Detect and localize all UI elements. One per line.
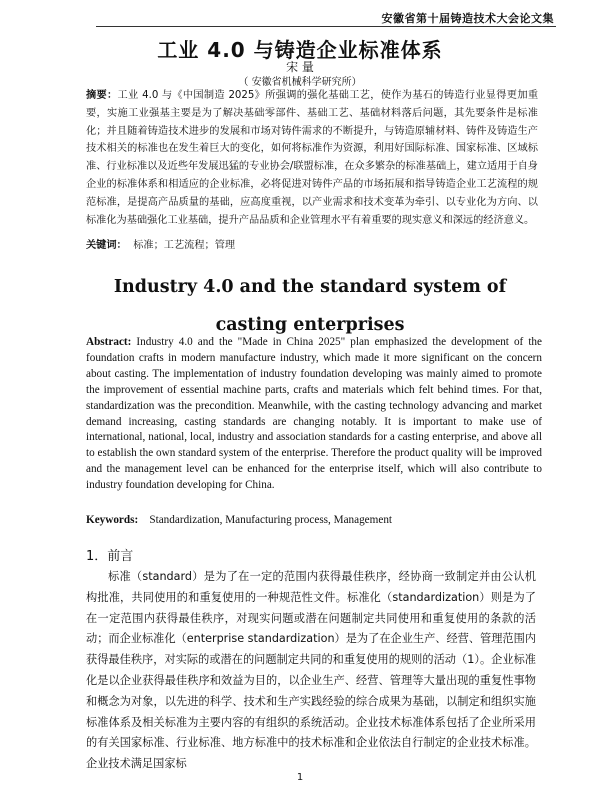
author: 宋 量 xyxy=(286,60,314,74)
affiliation: （ 安徽省机械科学研究所） xyxy=(238,77,362,88)
english-keywords xyxy=(86,514,392,526)
english-abstract-text: Industry 4.0 and the "Made in China 2025" plan emphasized the development of the foundation crafts in modern manufacture industry, which made it more significant on the concern about casting. The implementation of industry foundation developing was mainly aimed to promote the improvement of essential machine parts, crafts and materials which felt behind times. For that, standardization was the precondition. Meanwhile, with the casting technology advancing and market demand increasing, casting standards are changing notably. It is important to make use of international, national, local, industry and association standards for a casting enterprise, and above all to establish the own standard system of the enterprise. Therefore the product quality will be improved and the management level can be enhanced for the enterprise itself, which will also contribute to industry foundation developing for China. xyxy=(86,336,542,492)
english-title: Industry 4.0 and the standard system of casting enterprises xyxy=(113,277,507,335)
english-keywords-text: Standardization, Manufacturing process, Management xyxy=(149,514,393,526)
english-abstract-label: Abstract: xyxy=(86,336,132,348)
section-heading-introduction: 1．前言 xyxy=(86,549,134,564)
chinese-title: 工业 4.0 与铸造企业标准体系 xyxy=(157,38,443,62)
chinese-keywords-text: 标准；工艺流程；管理 xyxy=(133,240,236,251)
chinese-keywords-label: 关键词： xyxy=(86,240,127,251)
chinese-abstract xyxy=(86,87,538,229)
english-keywords-label: Keywords: xyxy=(86,514,139,526)
chinese-abstract-label: 摘要： xyxy=(86,90,118,101)
header-rule xyxy=(96,26,556,27)
chinese-keywords xyxy=(86,236,235,251)
page-number: 1 xyxy=(296,772,304,783)
running-header: 安徽省第十届铸造技术大会论文集 xyxy=(381,12,554,25)
english-abstract xyxy=(86,335,542,494)
introduction-paragraph: 标准（standard）是为了在一定的范围内获得最佳秩序，经协商一致制定并由公认机构批准，共同使用的和重复使用的一种规范性文件。标准化（standardization）则是为了在一定范围内获得最佳秩序，对现实问题或潜在问题制定共同使用和重复使用的条款的活动；而企业标准化（enterprise standardization）是为了在企业生产、经营、管理范围内获得最佳秩序，对实际的或潜在的问题制定共同的和重复使用的规则的活动（1）。企业标准化是以企业获得最佳秩序和效益为目的，以企业生产、经营、管理等大量出现的重复性事物和概念为对象，以先进的科学、技术和生产实践经验的综合成果为基础，以制定和组织实施标准体系及相关标准为主要内容的有组织的系统活动。企业技术标准体系包括了企业所采用的有关国家标准、行业标准、地方标准中的技术标准和企业依法自行制定的企业技术标准。企业技术满足国家标 xyxy=(86,570,536,771)
chinese-abstract-text: 工业 4.0 与《中国制造 2025》所强调的强化基础工艺，使作为基石的铸造行业显得更加重要，实施工业强基主要是为了解决基础零部件、基础工艺、基础材料落后问题，其先要条件是标准化；并且随着铸造技术进步的发展和市场对铸件需求的不断提升，与铸造原辅材料、铸件及铸造生产技术相关的标准也在发生着巨大的变化，如何将标准作为资源，利用好国际标准、国家标准、区域标准、行业标准以及近些年发展迅猛的专业协会/联盟标准，在众多繁杂的标准基础上，建立适用于自身企业的标准体系和相适应的企业标准，必将促进对铸件产品的市场拓展和指导铸造企业工艺流程的规范标准，是提高产品质量的基础，应高度重视，以产业需求和技术变革为牵引、以专业化为方向、以标准化为基础强化工业基础，提升产品品质和企业管理水平有着重要的现实意义和深远的经济意义。 xyxy=(86,90,539,226)
